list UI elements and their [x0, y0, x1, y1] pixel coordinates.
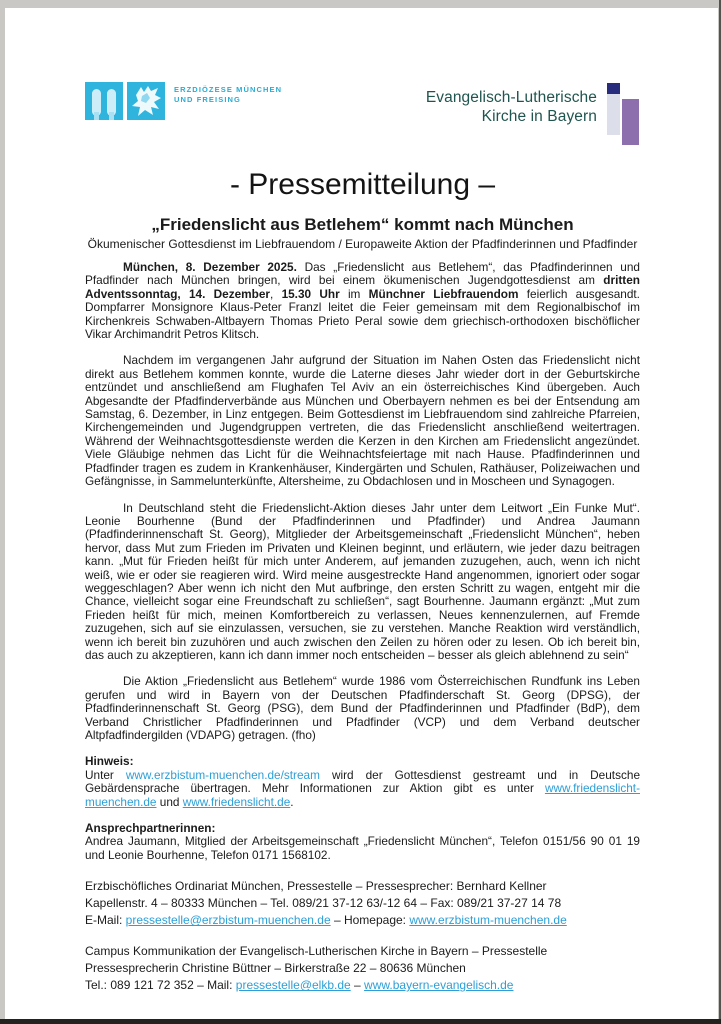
- erzdioezese-logo-line1: ERZDIÖZESE MÜNCHEN: [174, 85, 283, 94]
- link-bayern-evangelisch[interactable]: www.bayern-evangelisch.de: [364, 978, 514, 993]
- body-text: [85, 261, 640, 862]
- paragraph-background: [85, 354, 640, 488]
- text-run: In Deutschland steht die Friedenslicht-Aktion dieses Jahr unter dem Leitwort „Ein Funke Mut“. Leonie Bourhenne (Bund der Pfadfinderinnen und Pfadfinder) und Andrea Jaumann (Pfadfinderinnenschaft St. Georg), Mitglieder der Arbeitsgemeinschaft „Friedenslicht München“, heben hervor, dass Mut zum Frieden im Privaten und Kleinen beginnt, und erläutern, wie jeder dazu beitragen kann. „Mut für Frieden heißt für mich unter Anderem, auf jemanden zuzugehen, auch, wenn ich nicht weiß, wie er oder sie reagieren wird. Wird meine ausgestreckte Hand angenommen, ignoriert oder sogar weggeschlagen? Aber wenn ich nicht den Mut aufbringe, den ersten Schritt zu wagen, entgeht mir die Chance, vielleicht sogar eine Freundschaft zu schließen“, sagt Bourhenne. Jaumann ergänzt: „Mut zum Frieden heißt für mich, meinen Komfortbereich zu verlassen, Neues kennenzulernen, auf Fremde zuzugehen, sich auf sie einzulassen, versuchen, sie zu verstehen. Manche Reaktion wird verständlich, wenn ich bereit bin zuzuhören und auch zwischen den Zeilen zu hören oder zu lesen. Ob ich bereit bin, das auch zu akzeptieren, kann ich dann immer noch entscheiden – besser als gleich ablehnend zu sein“: [85, 500, 640, 662]
- lion-icon: [127, 82, 165, 120]
- footer-protestant: [85, 943, 640, 994]
- footer-catholic-line1: [85, 878, 640, 895]
- text-run: Kapellenstr. 4 – 80333 München – Tel. 089/21 37-12 63/-12 64 – Fax: 089/21 37-27 14 78: [85, 896, 562, 911]
- link-email-pressestelle-erzbistum[interactable]: pressestelle@erzbistum-muenchen.de: [125, 913, 331, 928]
- text-run: feierlich ausgesandt. Dompfarrer Monsignore Klaus-Peter Franzl leitet die Feier gemeinsam mit dem Regionalbischof im Kirchenkreis Schwaben-Altbayern Thomas Prieto Peral sowie dem griechisch-orthodoxen bischöflicher Vikar Archimandrit Petros Klitsch.: [85, 286, 640, 342]
- erzdioezese-logo: [85, 82, 282, 120]
- contacts-text: [85, 835, 640, 862]
- link-friedenslicht-muenchen[interactable]: www.friedenslicht-muenchen.de: [85, 781, 640, 809]
- elkb-logo-line1: Evangelisch-Lutherische: [425, 89, 597, 106]
- text-run: Andrea Jaumann, Mitglied der Arbeitsgemeinschaft „Friedenslicht München“, Telefon 0151/56 90 01 19 und Leonie Bourhenne, Telefon 0171 1568102.: [85, 834, 640, 862]
- link-email-pressestelle-elkb[interactable]: pressestelle@elkb.de: [235, 978, 351, 993]
- hinweis-heading: Hinweis:: [85, 754, 134, 769]
- paragraph-motto: [85, 502, 640, 663]
- erzdioezese-logo-line2: UND FREISING: [174, 95, 241, 104]
- text-run: Nachdem im vergangenen Jahr aufgrund der Situation im Nahen Osten das Friedenslicht nicht direkt aus Betlehem kommen konnte, wurde die Laterne dieses Jahr wieder dort in der Geburtskirche entzündet und anschließend am Flughafen Tel Aviv an ein österreichisches Kind übergeben. Auch Abgesandte der Pfadfinderverbände aus München und Oberbayern nehmen es bei der Entsendung am Samstag, 6. Dezember, in Linz entgegen. Beim Gottesdienst im Liebfrauendom sind zahlreiche Pfarreien, Kirchengemeinden und Jugendgruppen vertreten, die das Friedenslicht anschließend weitertragen. Während der Weihnachtsgottesdienste werden die Kerzen in den Kirchen am Friedenslicht angezündet. Viele Gläubige nehmen das Licht für die Weihnachtsfeiertage mit nach Hause. Pfadfinderinnen und Pfadfinder tragen es zudem in Krankenhäuser, Kindergärten und Schulen, Rathäuser, Polizeiwachen und Gefängnisse, in Sammelunterkünfte, Altersheime, zu Obdachlosen und in Moscheen und Synagogen.: [85, 353, 640, 489]
- text-run: Tel.: 089 121 72 352 – Mail:: [85, 978, 236, 993]
- text-run: Die Aktion „Friedenslicht aus Betlehem“ wurde 1986 vom Österreichischen Rundfunk ins Leben gerufen und wird in Bayern von der Deutschen Pfadfinderschaft St. Georg (DPSG), der Pfadfinderinnenschaft St. Georg (PSG), dem Bund der Pfadfinderinnen und Pfadfinder (BdP), dem Verband Christlicher Pfadfinderinnen und Pfadfinder (VCP) und dem Verband deutscher Altpfadfindergilden (VDAPG) getragen. (fho): [85, 674, 640, 742]
- link-erzbistum-stream[interactable]: www.erzbistum-muenchen.de/stream: [125, 767, 320, 782]
- text-run: Pressesprecherin Christine Büttner – Birkerstraße 22 – 80636 München: [85, 961, 466, 976]
- elkb-logo-mark: [607, 83, 640, 147]
- contacts-heading: Ansprechpartnerinnen:: [85, 821, 216, 836]
- elkb-navy-square-shape: [607, 83, 620, 94]
- press-release-heading: „Friedenslicht aus Betlehem“ kommt nach München: [151, 215, 574, 234]
- footer-catholic-line2: [85, 895, 640, 912]
- header: [85, 82, 640, 146]
- scan-edge-bottom: [0, 1019, 721, 1024]
- text-run: – Homepage:: [330, 913, 410, 928]
- link-erzbistum-homepage[interactable]: www.erzbistum-muenchen.de: [409, 913, 567, 928]
- text-run: ,: [270, 286, 282, 301]
- text-run: .: [290, 794, 294, 809]
- document-page: [5, 8, 718, 1019]
- text-run: im: [339, 286, 369, 301]
- text-run: wird der Gottesdienst gestreamt und in Deutsche Gebärdensprache übertragen. Mehr Informationen zur Aktion gibt es unter: [85, 767, 641, 796]
- footer-catholic: [85, 878, 640, 929]
- paragraph-lead: [85, 261, 640, 341]
- elkb-lightbar-shape: [607, 94, 620, 135]
- text-run: Münchner Liebfrauendom: [368, 286, 519, 301]
- footer-protestant-line1: [85, 943, 640, 960]
- footer-protestant-line2: [85, 960, 640, 977]
- elkb-purple-bar-shape: [622, 99, 639, 145]
- erzdioezese-logo-squares: [85, 82, 165, 120]
- text-run: Campus Kommunikation der Evangelisch-Lutherischen Kirche in Bayern – Pressestelle: [85, 944, 548, 959]
- frauenkirche-towers-icon: [85, 82, 123, 120]
- text-run: Das „Friedenslicht aus Betlehem“, das Pfadfinderinnen und Pfadfinder nach München bringen, wird bei einem ökumenischen Jugendgottesdienst am: [85, 260, 640, 288]
- press-release-subheading: Ökumenischer Gottesdienst im Liebfrauendom / Europaweite Aktion der Pfadfinderinnen und Pfadfinder: [87, 237, 638, 251]
- text-run: 15.30 Uhr: [281, 286, 340, 301]
- hinweis-section: [85, 755, 640, 809]
- elkb-logo-text: [426, 88, 597, 126]
- text-run: Unter: [85, 767, 126, 782]
- footer-catholic-line3: [85, 912, 640, 929]
- hinweis-text: [85, 769, 640, 809]
- elkb-logo-line2: Kirche in Bayern: [481, 108, 597, 125]
- text-run: dritten Adventssonntag, 14. Dezember: [85, 273, 640, 301]
- text-run: München, 8. Dezember 2025.: [123, 260, 297, 274]
- document-title: - Pressemitteilung –: [229, 168, 496, 201]
- text-run: –: [350, 978, 365, 993]
- erzdioezese-logo-text: [174, 85, 282, 105]
- footer-protestant-line3: [85, 977, 640, 994]
- text-run: und: [156, 794, 183, 809]
- contacts-section: [85, 822, 640, 862]
- text-run: Erzbischöfliches Ordinariat München, Pressestelle – Pressesprecher: Bernhard Kellner: [85, 879, 547, 894]
- link-friedenslicht[interactable]: www.friedenslicht.de: [182, 794, 291, 809]
- text-run: E-Mail:: [85, 913, 126, 928]
- paragraph-history: [85, 675, 640, 742]
- elkb-logo: [426, 83, 640, 147]
